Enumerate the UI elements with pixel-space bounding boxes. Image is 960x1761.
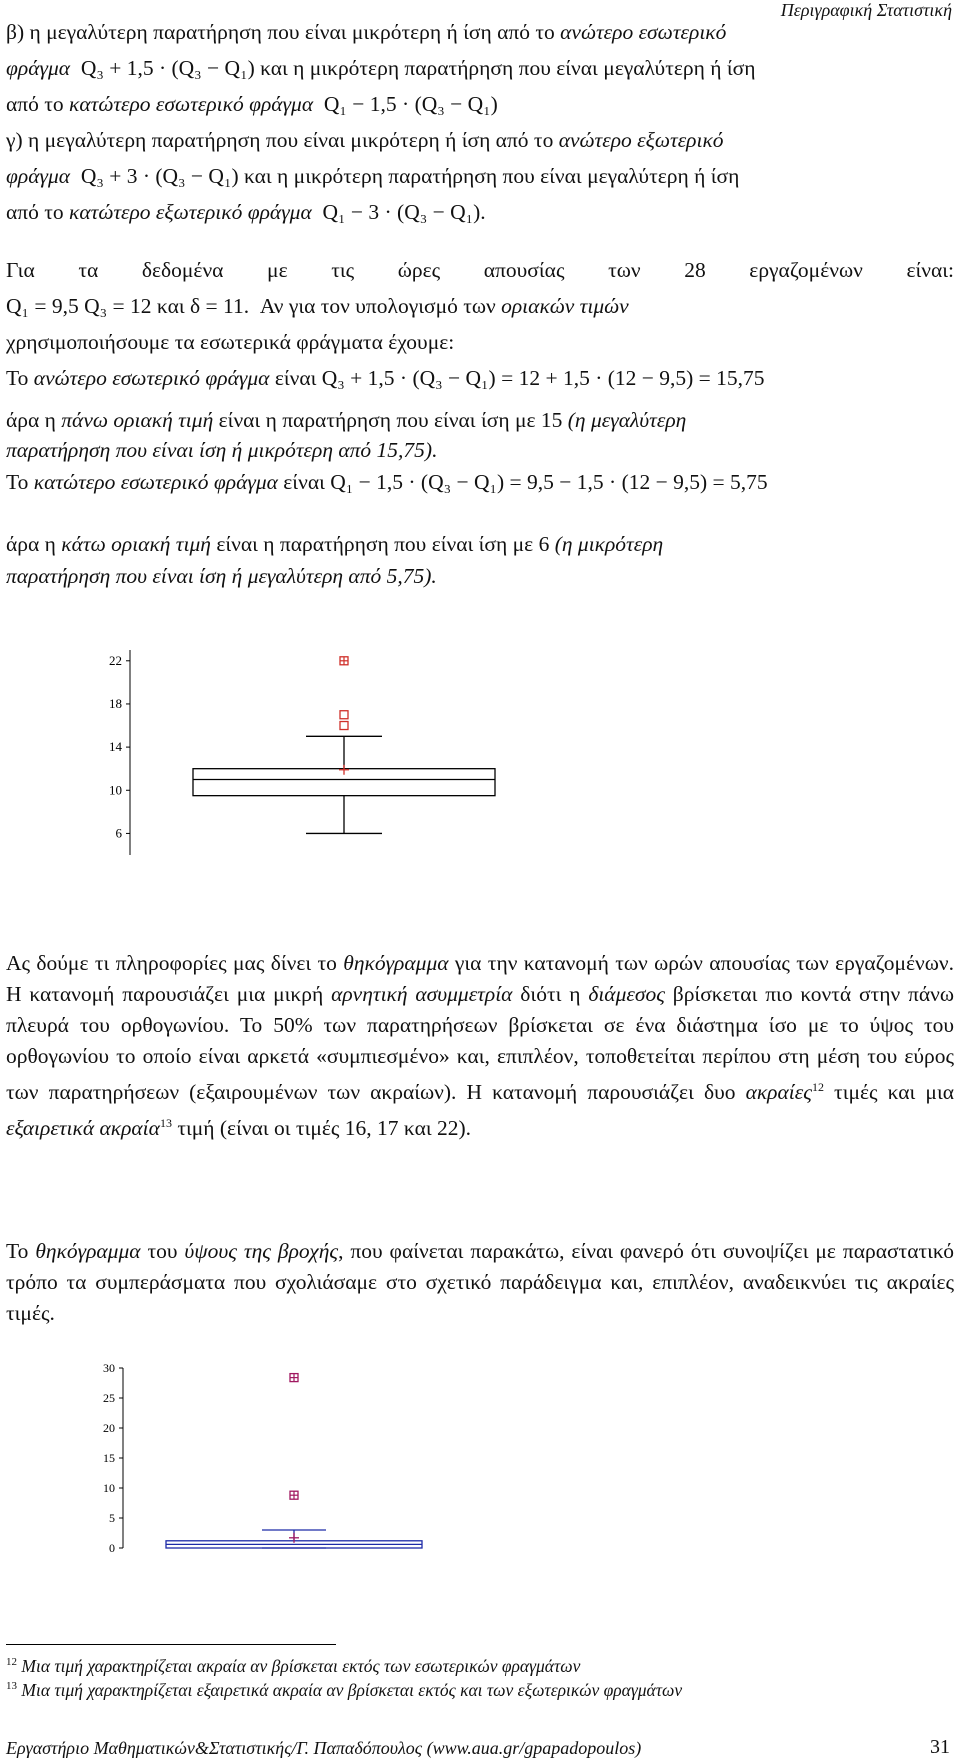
term: θηκόγραμμα <box>35 1239 141 1263</box>
term: εξαιρετικά ακραία <box>6 1116 160 1140</box>
term: θηκόγραμμα <box>343 951 449 975</box>
example-line5 <box>6 408 954 434</box>
term: φράγμα <box>6 164 71 188</box>
running-header: Περιγραφική Στατιστική <box>780 0 952 20</box>
text: Το <box>6 366 34 390</box>
formula: Q₃ + 1,5 · (Q₃ − Q₁) = 12 + 1,5 · (12 − 9,5) = 15,75 <box>321 366 765 390</box>
text: από το <box>6 92 70 116</box>
footnote-num: 13 <box>6 1680 17 1692</box>
y-tick-label: 0 <box>109 1541 115 1555</box>
boxplot-discussion <box>6 948 954 1144</box>
text: τιμές και μια <box>823 1080 954 1104</box>
footnote-13 <box>6 1680 682 1701</box>
text: , που φαίνεται παρακάτω, είναι φανερό ότι συνοψίζει με παραστατικό τρόπο τα συμπεράσματα που σχολιάσαμε στο σχετικό παράδειγμα και, επιπλέον, αναδεικνύει τις ακραίες τιμές. <box>6 1239 954 1325</box>
mild-outlier <box>340 711 348 719</box>
footnote-text: Μια τιμή χαρακτηρίζεται εξαιρετικά ακραία αν βρίσκεται εκτός και των εξωτερικών φραγμάτων <box>21 1680 683 1700</box>
example-line7 <box>6 470 954 496</box>
text: και η μικρότερη παρατήρηση που είναι μεγαλύτερη ή ίση <box>238 164 740 188</box>
formula: Q₃ + 3 · (Q₃ − Q₁) <box>80 164 239 188</box>
formula: Q₁ − 3 · (Q₃ − Q₁). <box>322 200 486 224</box>
term: ακραίες <box>745 1080 812 1104</box>
bound-b-line1 <box>6 20 954 46</box>
text: άρα η <box>6 532 62 556</box>
example-line8 <box>6 532 954 558</box>
text: γ) η μεγαλύτερη παρατήρηση που είναι μικρότερη ή ίση από το <box>6 128 559 152</box>
term: ανώτερο εξωτερικό <box>558 128 724 152</box>
example-line6: παρατήρηση που είναι ίση ή μικρότερη από 15,75). <box>6 438 438 462</box>
example-line9: παρατήρηση που είναι ίση ή μεγαλύτερη από 5,75). <box>6 564 437 588</box>
term: διάμεσος <box>588 982 665 1006</box>
rain-boxplot-intro <box>6 1236 954 1329</box>
y-tick-label: 10 <box>103 1481 115 1495</box>
text: Το <box>6 470 34 494</box>
formula: Q₁ − 1,5 · (Q₃ − Q₁) <box>323 92 498 116</box>
formula: Q₁ − 1,5 · (Q₃ − Q₁) = 9,5 − 1,5 · (12 − 9,5) = 5,75 <box>330 470 768 494</box>
text: Αν για τον υπολογισμό των <box>259 294 502 318</box>
text: Ας δούμε τι πληροφορίες μας δίνει το <box>6 951 344 975</box>
text: του <box>140 1239 185 1263</box>
example-line3: χρησιμοποιήσουμε τα εσωτερικά φράγματα έχουμε: <box>6 330 455 354</box>
footnote-12 <box>6 1656 580 1677</box>
text: και η μικρότερη παρατήρηση που είναι μεγαλύτερη ή ίση <box>254 56 756 80</box>
term: φράγμα <box>6 56 71 80</box>
text: διότι η <box>512 982 589 1006</box>
term: ύψους της βροχής <box>184 1239 339 1263</box>
page-number: 31 <box>930 1736 950 1758</box>
y-tick-label: 18 <box>109 695 122 711</box>
text: για την κατανομή των ωρών απουσίας των εργαζομένων. Η κατανομή παρουσιάζει μια μικρή <box>6 951 955 1006</box>
text: άρα η <box>6 408 62 432</box>
term: (η μικρότερη <box>554 532 664 556</box>
y-tick-label: 22 <box>109 652 122 668</box>
footnote-ref: 12 <box>811 1080 824 1094</box>
rain-boxplot <box>0 1360 960 1580</box>
term: ανώτερο εσωτερικό φράγμα <box>33 366 270 390</box>
bound-b-line2 <box>6 56 954 82</box>
text: βρίσκεται πιο κοντά στην πάνω πλευρά του ορθογωνίου. Το 50% των παρατηρήσεων βρίσκεται σε ένα διάστημα ίσο με το ύψος του ορθογωνίου το οποίο είναι αρκετά «συμπιεσμένο» και, επιπλέον, τοποθετείται περίπου στη μέση του εύρος των παρατηρήσεων (εξαιρουμένων των ακραίων). Η κατανομή παρουσιάζει δυο <box>6 982 955 1104</box>
bound-b-line3 <box>6 92 954 118</box>
footnote-text: Μια τιμή χαρακτηρίζεται ακραία αν βρίσκεται εκτός των εσωτερικών φραγμάτων <box>21 1656 581 1676</box>
term: αρνητική ασυμμετρία <box>331 982 513 1006</box>
footnote-rule <box>6 1644 336 1645</box>
term: πάνω οριακή τιμή <box>61 408 214 432</box>
term: κατώτερο εξωτερικό φράγμα <box>69 200 312 224</box>
term: κάτω οριακή τιμή <box>61 532 211 556</box>
text: τιμή (είναι οι τιμές 16, 17 και 22). <box>171 1116 472 1140</box>
term: κατώτερο εσωτερικό φράγμα <box>33 470 278 494</box>
y-tick-label: 10 <box>109 782 122 798</box>
text: β) η μεγαλύτερη παρατήρηση που είναι μικρότερη ή ίση από το <box>6 20 561 44</box>
example-line2 <box>6 294 954 320</box>
y-tick-label: 5 <box>109 1511 115 1525</box>
bound-c-line3 <box>6 200 954 226</box>
y-tick-label: 30 <box>103 1361 115 1375</box>
bound-c-line1 <box>6 128 954 154</box>
formula: Q₁ = 9,5 Q₃ = 12 και δ = 11. <box>6 294 250 318</box>
y-tick-label: 6 <box>115 825 122 841</box>
formula: Q₃ + 1,5 · (Q₃ − Q₁) <box>80 56 255 80</box>
term: κατώτερο εσωτερικό φράγμα <box>69 92 314 116</box>
text: είναι <box>277 470 331 494</box>
term: οριακών τιμών <box>501 294 629 318</box>
footnote-ref: 13 <box>159 1116 172 1130</box>
text: από το <box>6 200 70 224</box>
term: (η μεγαλύτερη <box>567 408 687 432</box>
mild-outlier <box>340 722 348 730</box>
example-line1: Για τα δεδομένα με τις ώρες απουσίας των 28 εργαζομένων είναι: <box>6 258 954 282</box>
text: είναι <box>269 366 322 390</box>
page-footer: Εργαστήριο Μαθηματικών&Στατιστικής/Γ. Παπαδόπουλος (www.aua.gr/gpapadopoulos) <box>6 1738 642 1758</box>
y-tick-label: 14 <box>109 739 122 755</box>
bound-c-line2 <box>6 164 954 190</box>
y-tick-label: 25 <box>103 1391 115 1405</box>
y-tick-label: 20 <box>103 1421 115 1435</box>
example-line4 <box>6 366 954 392</box>
y-tick-label: 15 <box>103 1451 115 1465</box>
footnote-num: 12 <box>6 1656 17 1668</box>
text: Το <box>6 1239 36 1263</box>
text: είναι η παρατήρηση που είναι ίση με 15 <box>213 408 568 432</box>
absence-boxplot <box>0 650 960 900</box>
text: είναι η παρατήρηση που είναι ίση με 6 <box>210 532 555 556</box>
term: ανώτερο εσωτερικό <box>560 20 727 44</box>
